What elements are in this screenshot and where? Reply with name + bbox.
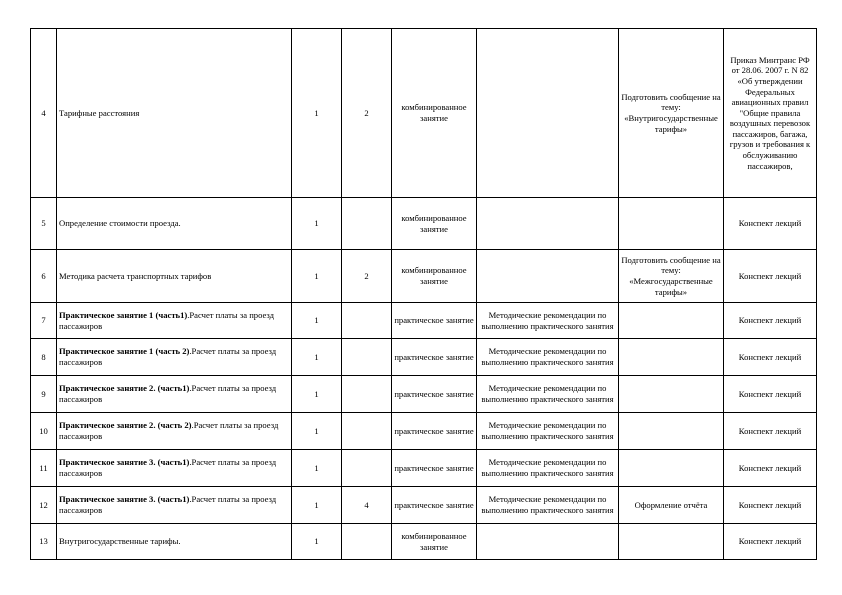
lesson-form-cell: комбинированное занятие <box>392 524 477 560</box>
method-materials-cell <box>477 524 619 560</box>
self-task-cell <box>619 303 724 339</box>
topic-text: Внутригосударственные тарифы. <box>59 536 181 547</box>
table-row <box>31 413 817 450</box>
method-materials-cell <box>477 198 619 250</box>
literature-cell: Конспект лекций <box>724 250 817 303</box>
method-materials-cell <box>477 250 619 303</box>
topic-bold: Практическое занятие 3. (часть1) <box>59 457 190 468</box>
lesson-form-cell: практическое занятие <box>392 413 477 450</box>
self-task-cell <box>619 524 724 560</box>
topic-cell <box>57 250 292 303</box>
topic-text: .Расчет платы за проезд пассажиров <box>59 494 277 515</box>
topic-cell <box>57 450 292 487</box>
lesson-form-cell: практическое занятие <box>392 376 477 413</box>
self-study-hours-cell <box>342 524 392 560</box>
table-row <box>31 487 817 524</box>
hours-cell: 1 <box>292 524 342 560</box>
hours-cell: 1 <box>292 487 342 524</box>
lesson-form-cell: практическое занятие <box>392 303 477 339</box>
row-number: 11 <box>31 450 57 487</box>
literature-cell: Конспект лекций <box>724 413 817 450</box>
hours-cell: 1 <box>292 339 342 376</box>
table-row <box>31 450 817 487</box>
literature-cell: Конспект лекций <box>724 487 817 524</box>
table-row <box>31 198 817 250</box>
self-study-hours-cell <box>342 303 392 339</box>
literature-cell: Конспект лекций <box>724 376 817 413</box>
table-row <box>31 250 817 303</box>
self-study-hours-cell <box>342 198 392 250</box>
self-task-cell <box>619 376 724 413</box>
hours-cell: 1 <box>292 303 342 339</box>
topic-cell <box>57 303 292 339</box>
table-row <box>31 303 817 339</box>
row-number: 5 <box>31 198 57 250</box>
schedule-table <box>30 28 817 560</box>
row-number: 8 <box>31 339 57 376</box>
row-number: 4 <box>31 29 57 198</box>
lesson-form-cell: комбинированное занятие <box>392 198 477 250</box>
topic-bold: Практическое занятие 1 (часть 2) <box>59 346 190 357</box>
method-materials-cell <box>477 29 619 198</box>
hours-cell: 1 <box>292 413 342 450</box>
literature-cell: Конспект лекций <box>724 198 817 250</box>
topic-cell <box>57 198 292 250</box>
self-study-hours-cell: 2 <box>342 250 392 303</box>
topic-text: .Расчет платы за проезд пассажиров <box>59 457 277 478</box>
topic-cell <box>57 413 292 450</box>
topic-cell <box>57 376 292 413</box>
lesson-form-cell: практическое занятие <box>392 487 477 524</box>
self-task-cell <box>619 413 724 450</box>
row-number: 6 <box>31 250 57 303</box>
topic-bold: Практическое занятие 1 (часть1) <box>59 309 188 320</box>
topic-text: .Расчет платы за проезд пассажиров <box>59 420 279 441</box>
literature-cell: Конспект лекций <box>724 450 817 487</box>
method-materials-cell: Методические рекомендации по выполнению практического занятия <box>477 339 619 376</box>
topic-bold: Практическое занятие 2. (часть 2) <box>59 420 192 431</box>
topic-text: Определение стоимости проезда. <box>59 218 181 229</box>
self-study-hours-cell <box>342 376 392 413</box>
method-materials-cell: Методические рекомендации по выполнению практического занятия <box>477 413 619 450</box>
lesson-form-cell: практическое занятие <box>392 450 477 487</box>
self-task-cell: Подготовить сообщение на тему: «Межгосударственные тарифы» <box>619 250 724 303</box>
self-task-cell <box>619 450 724 487</box>
hours-cell: 1 <box>292 198 342 250</box>
literature-cell: Конспект лекций <box>724 524 817 560</box>
row-number: 13 <box>31 524 57 560</box>
topic-text: Тарифные расстояния <box>59 107 140 118</box>
self-study-hours-cell <box>342 450 392 487</box>
method-materials-cell: Методические рекомендации по выполнению практического занятия <box>477 376 619 413</box>
table-row <box>31 376 817 413</box>
table-row <box>31 29 817 198</box>
self-task-cell <box>619 339 724 376</box>
hours-cell: 1 <box>292 250 342 303</box>
self-study-hours-cell <box>342 339 392 376</box>
row-number: 9 <box>31 376 57 413</box>
self-study-hours-cell: 4 <box>342 487 392 524</box>
hours-cell: 1 <box>292 29 342 198</box>
literature-cell: Конспект лекций <box>724 303 817 339</box>
literature-cell: Приказ Минтранс РФ от 28.06. 2007 г. N 82 «Об утверждении Федеральных авиационных правил "Общие правила воздушных перевозок пассажиров, багажа, грузов и требования к обслуживанию пассажиров, <box>724 29 817 198</box>
self-task-cell <box>619 198 724 250</box>
self-study-hours-cell <box>342 413 392 450</box>
self-study-hours-cell: 2 <box>342 29 392 198</box>
method-materials-cell: Методические рекомендации по выполнению практического занятия <box>477 450 619 487</box>
lesson-form-cell: комбинированное занятие <box>392 250 477 303</box>
topic-text: .Расчет платы за проезд пассажиров <box>59 383 277 404</box>
topic-text: Методика расчета транспортных тарифов <box>59 270 212 281</box>
literature-cell: Конспект лекций <box>724 339 817 376</box>
topic-text: .Расчет платы за проезд пассажиров <box>59 346 277 367</box>
topic-cell <box>57 524 292 560</box>
hours-cell: 1 <box>292 450 342 487</box>
self-task-cell: Подготовить сообщение на тему: «Внутригосударственные тарифы» <box>619 29 724 198</box>
topic-cell <box>57 487 292 524</box>
lesson-form-cell: комбинированное занятие <box>392 29 477 198</box>
table-row <box>31 524 817 560</box>
method-materials-cell: Методические рекомендации по выполнению практического занятия <box>477 303 619 339</box>
row-number: 12 <box>31 487 57 524</box>
hours-cell: 1 <box>292 376 342 413</box>
lesson-form-cell: практическое занятие <box>392 339 477 376</box>
topic-bold: Практическое занятие 3. (часть1) <box>59 494 190 505</box>
topic-cell <box>57 29 292 198</box>
topic-text: .Расчет платы за проезд пассажиров <box>59 309 275 331</box>
topic-bold: Практическое занятие 2. (часть1) <box>59 383 190 394</box>
topic-cell <box>57 339 292 376</box>
row-number: 10 <box>31 413 57 450</box>
row-number: 7 <box>31 303 57 339</box>
table-row <box>31 339 817 376</box>
method-materials-cell: Методические рекомендации по выполнению практического занятия <box>477 487 619 524</box>
self-task-cell: Оформление отчёта <box>619 487 724 524</box>
